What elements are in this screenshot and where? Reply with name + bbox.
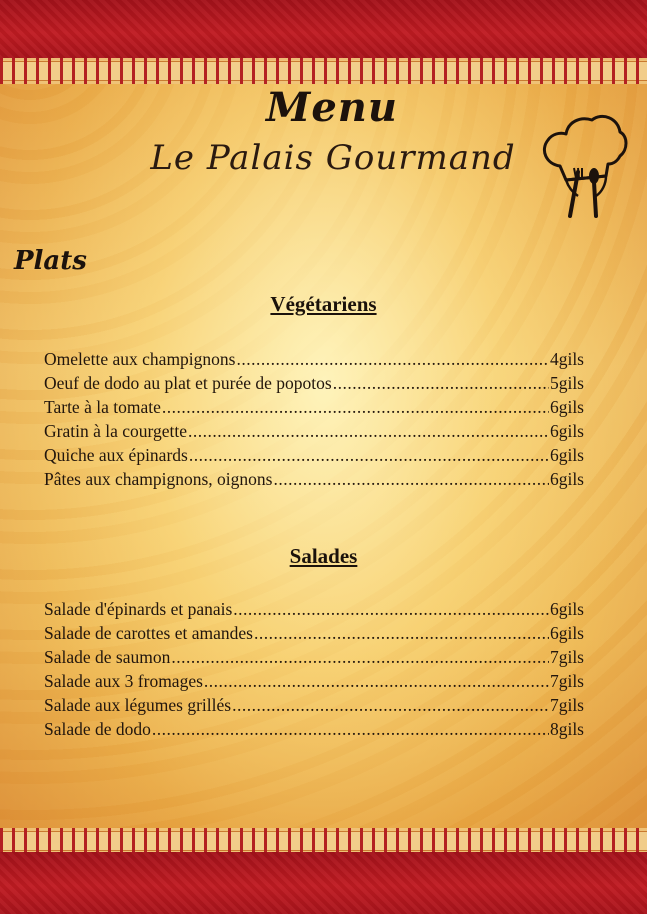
item-name: Omelette aux champignons: [44, 349, 236, 369]
leader-dots: [232, 695, 549, 716]
item-price: 7gils: [549, 671, 584, 691]
item-price: 7gils: [549, 695, 584, 715]
section-title-vegetariens: Végétariens: [270, 292, 377, 316]
item-name: Salade de dodo: [44, 719, 151, 739]
leader-dots: [152, 719, 549, 740]
menu-item: [44, 719, 584, 743]
leader-dots: [189, 445, 549, 466]
item-name: Salade aux légumes grillés: [44, 695, 232, 715]
item-name: Salade de carottes et amandes: [44, 623, 253, 643]
item-name: Pâtes aux champignons, oignons: [44, 469, 273, 489]
menu-item: [44, 349, 584, 373]
restaurant-name: Le Palais Gourmand: [150, 138, 516, 178]
leader-dots: [204, 671, 549, 692]
item-price: 6gils: [549, 445, 584, 465]
leader-dots: [333, 373, 549, 394]
item-name: Quiche aux épinards: [44, 445, 188, 465]
menu-title: Menu: [266, 84, 398, 131]
leader-dots: [254, 623, 549, 644]
item-price: 8gils: [549, 719, 584, 739]
leader-dots: [188, 421, 549, 442]
menu-item: [44, 469, 584, 493]
salades-list: [44, 599, 584, 743]
item-name: Tarte à la tomate: [44, 397, 161, 417]
category-title: Plats: [14, 246, 87, 276]
section-title-salades: Salades: [289, 544, 358, 568]
bottom-red-band: [0, 852, 647, 914]
item-price: 6gils: [549, 599, 584, 619]
menu-item: [44, 695, 584, 719]
menu-item: [44, 373, 584, 397]
item-price: 4gils: [549, 349, 584, 369]
item-name: Salade d'épinards et panais: [44, 599, 233, 619]
leader-dots: [273, 469, 549, 490]
bottom-fret-border: [0, 828, 647, 854]
leader-dots: [236, 349, 548, 370]
item-price: 6gils: [549, 623, 584, 643]
menu-item: [44, 599, 584, 623]
top-fret-border: [0, 58, 647, 84]
item-price: 6gils: [549, 469, 584, 489]
menu-item: [44, 421, 584, 445]
item-name: Salade aux 3 fromages: [44, 671, 203, 691]
vegetariens-list: [44, 349, 584, 493]
item-price: 6gils: [549, 421, 584, 441]
menu-item: [44, 397, 584, 421]
menu-item: [44, 647, 584, 671]
item-price: 6gils: [549, 397, 584, 417]
item-name: Gratin à la courgette: [44, 421, 188, 441]
menu-item: [44, 623, 584, 647]
item-name: Salade de saumon: [44, 647, 171, 667]
leader-dots: [233, 599, 549, 620]
top-red-band: [0, 0, 647, 60]
menu-item: [44, 671, 584, 695]
leader-dots: [162, 397, 549, 418]
item-price: 7gils: [549, 647, 584, 667]
chef-hat-icon: [536, 106, 628, 220]
item-price: 5gils: [549, 373, 584, 393]
leader-dots: [171, 647, 549, 668]
menu-item: [44, 445, 584, 469]
item-name: Oeuf de dodo au plat et purée de popotos: [44, 373, 332, 393]
